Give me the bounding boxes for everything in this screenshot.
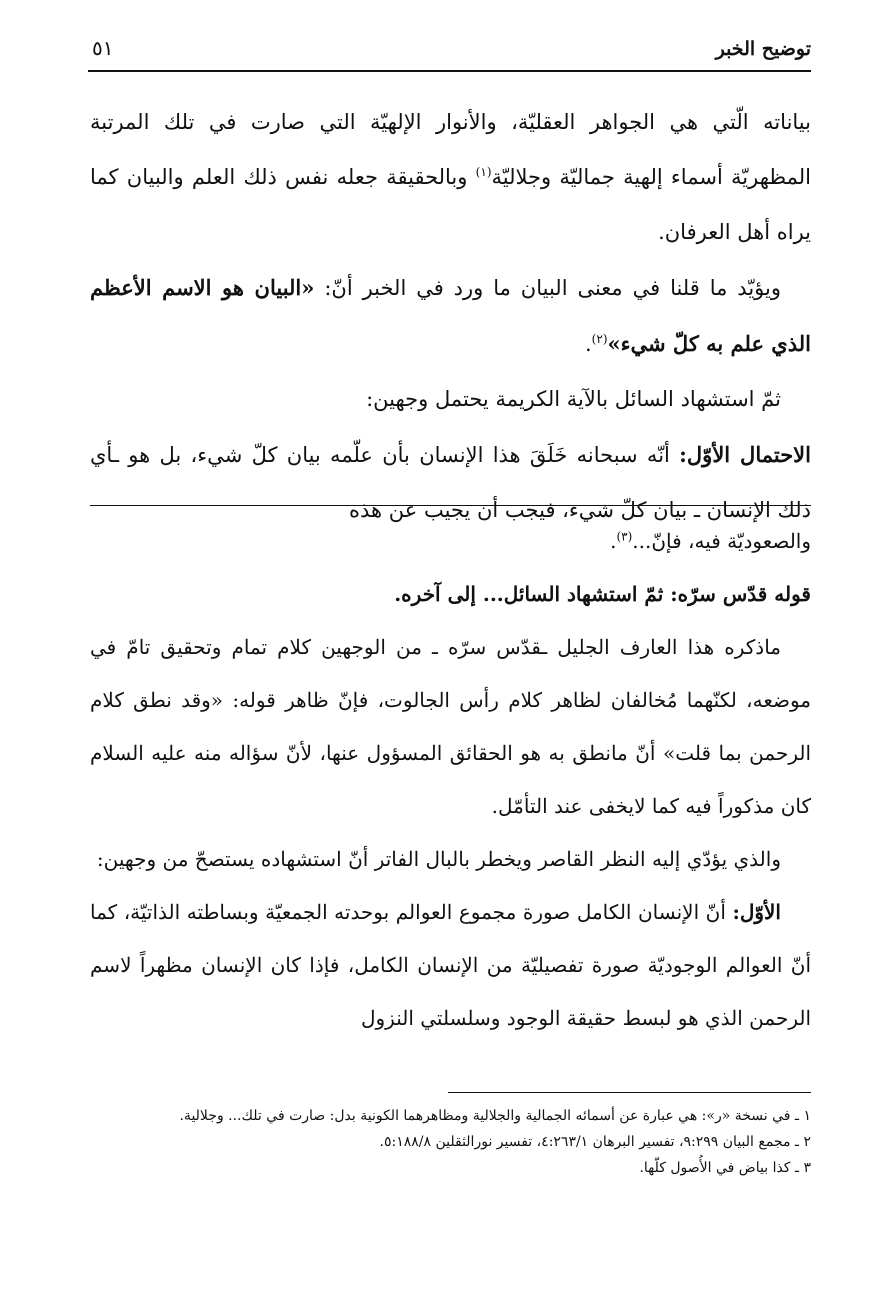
commentary-paragraph-4 <box>90 886 811 1045</box>
footnotes <box>90 1103 811 1181</box>
commentary-paragraph-3: والذي يؤدّي إليه النظر القاصر ويخطر بالبال الفاتر أنّ استشهاده يستصحّ من وجهين: <box>96 847 781 871</box>
hadith-quote: «البيان هو الاسم الأعظم الذي علم به كلّ شيء» <box>90 275 811 356</box>
paragraph-2-text: ويؤيّد ما قلنا في معنى البيان ما ورد في الخبر أنّ: <box>314 276 781 300</box>
paragraph-1-end: وبالحقيقة جعله نفس ذلك العلم والبيان كما يراه أهل العرفان. <box>90 165 811 244</box>
paragraph-4-text: أنّه سبحانه خَلَقَ هذا الإنسان بأن علّمه بيان كلّ شيء، بل هو ـأي ذلك الإنسان ـ بيان كلّ شيء، فيجب أن يجيب عن هذه <box>90 443 811 522</box>
commentary-paragraph-2: ماذكره هذا العارف الجليل ـقدّس سرّه ـ من الوجهين كلام تمام وتحقيق تامّ في موضعه، لكنّهما مُخالفان لظاهر كلام رأس الجالوت، فإنّ ظاهر قوله: «وقد نطق كلام الرحمن بما قلت» أنّ مانطق به هو الحقائق المسؤول عنها، لأنّ سؤاله منه عليه السلام كان مذكوراً فيه كما لايخفى عند التأمّل. <box>90 635 811 818</box>
footnote-1: ١ ـ في نسخة «ر»: هي عبارة عن أسمائه الجمالية والجلالية ومظاهرهما الكونية بدل: صارت في تلك... وجلالية. <box>179 1108 811 1124</box>
commentary-paragraph-1-text: والصعوديّة فيه، فإنّ... <box>632 529 811 553</box>
paragraph-1-text: بياناته الّتي هي الجواهر العقليّة، والأنوار الإلهيّة التي صارت في تلك المرتبة المظهريّة أسماء إلهية جماليّة وجلاليّة <box>90 110 811 189</box>
footnote-rule <box>448 1092 811 1093</box>
commentary-text <box>90 515 811 1045</box>
paragraph-2 <box>90 260 811 372</box>
commentary-paragraph-1 <box>90 515 811 568</box>
paragraph-3: ثمّ استشهاد السائل بالآية الكريمة يحتمل وجهين: <box>366 387 781 411</box>
page-number: ٥١ <box>92 36 114 60</box>
commentary-heading: قوله قدّس سرّه: ثمّ استشهاد السائل... إلى آخره. <box>394 582 811 606</box>
first-possibility-label: الاحتمال الأوّل: <box>679 442 811 467</box>
commentary-paragraph-1-end: . <box>610 529 617 553</box>
footnote-ref-2: (٢) <box>591 332 608 346</box>
footnote-3: ٣ ـ كذا بياض في الأُصول كلّها. <box>639 1160 811 1176</box>
footnote-ref-1: (١) <box>475 165 492 179</box>
main-text <box>90 95 811 538</box>
paragraph-1 <box>90 95 811 260</box>
footnote-2: ٢ ـ مجمع البيان ٩:٢٩٩، تفسير البرهان ٤:٢٦٣/١، تفسير نورالثقلين ٥:١٨٨/٨. <box>379 1134 811 1150</box>
paragraph-2-end: . <box>584 332 592 356</box>
commentary-separator <box>90 505 811 506</box>
first-label: الأوّل: <box>732 900 781 924</box>
header-rule <box>88 70 811 72</box>
running-header-title: توضيح الخبر <box>715 38 811 60</box>
commentary-paragraph-4-text: أنّ الإنسان الكامل صورة مجموع العوالم بوحدته الجمعيّة وبساطته الذاتيّة، كما أنّ العوالم الوجوديّة صورة تفصيليّة من الإنسان الكامل، فإذا كان الإنسان مظهراً لاسم الرحمن الذي هو لبسط حقيقة الوجود وسلسلتي النزول <box>90 900 811 1030</box>
footnote-ref-3: (٣) <box>616 529 633 544</box>
